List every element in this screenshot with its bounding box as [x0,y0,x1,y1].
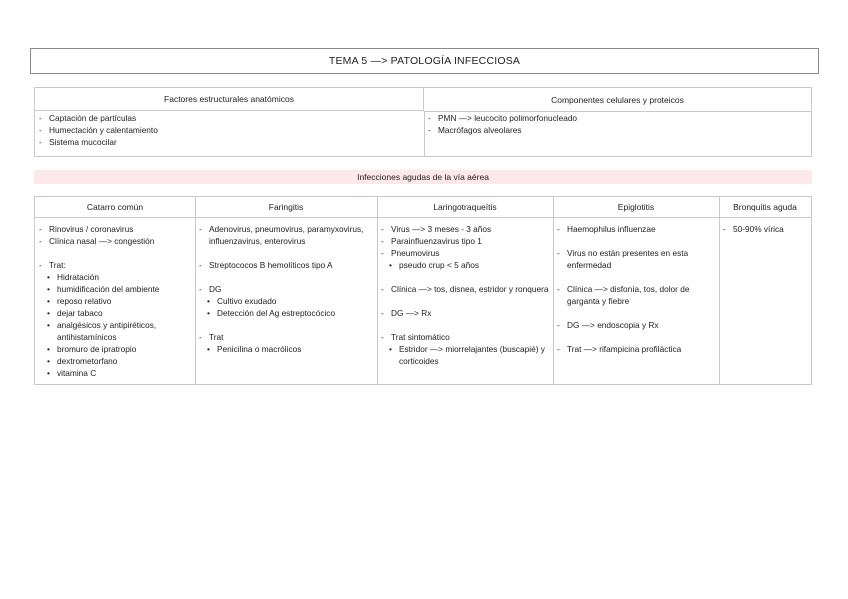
structural-factors-header: Factores estructurales anatómicos [35,88,424,111]
cell-catarro [39,223,193,379]
list-item: - Trat —> rifampicina profiláctica [557,343,715,355]
cell-faringitis [199,223,373,355]
list-item: - Captación de partículas [39,112,419,124]
list-item: - Clínica nasal —> congestión [39,235,193,247]
bullet-item: • vitamina C [39,367,193,379]
list-item: - 50-90% vírica [723,223,809,235]
cell-epiglotitis [557,223,715,355]
bullet-item: • dejar tabaco [39,307,193,319]
bullet-item: • Detección del Ag estreptocócico [199,307,373,319]
cellular-components-header: Componentes celulares y proteicos [424,88,811,112]
list-item: - Pneumovirus [381,247,549,259]
structural-factors-list [39,112,419,148]
page-title-text: TEMA 5 —> PATOLOGÍA INFECCIOSA [328,55,521,67]
list-item: - Macrófagos alveolares [428,124,808,136]
list-item: - Virus no están presentes en esta enfermedad [557,247,715,271]
column-divider [424,111,425,156]
bullet-item: • reposo relativo [39,295,193,307]
treatment-label: - Trat [199,331,373,343]
bullet-item: • humidificación del ambiente [39,283,193,295]
cell-bronquitis [723,223,809,235]
list-item: - DG —> endoscopia y Rx [557,319,715,331]
bullet-item: • Hidratación [39,271,193,283]
column-divider [553,197,554,384]
section-band-title: Infecciones agudas de la vía aérea [357,172,489,182]
header-faringitis: Faringitis [195,197,377,218]
section-band [34,170,812,184]
cellular-components-list [428,112,808,136]
page-title [30,48,819,74]
header-bronquitis: Bronquitis aguda [719,197,811,218]
factors-table [34,87,812,157]
header-epiglotitis: Epiglotitis [553,197,719,218]
list-item: - Sistema mucocilar [39,136,419,148]
list-item: - PMN —> leucocito polimorfonucleado [428,112,808,124]
list-item: - Clínica —> disfonía, tos, dolor de garganta y fiebre [557,283,715,307]
bullet-item: • pseudo crup < 5 años [381,259,549,271]
list-item: - Clínica —> tos, disnea, estridor y ronquera [381,283,549,295]
bullet-item: • bromuro de ipratropio [39,343,193,355]
diagnosis-label: - DG [199,283,373,295]
bullet-item: • analgésicos y antipiréticos, antihistamínicos [39,319,193,343]
list-item: - DG —> Rx [381,307,549,319]
list-item: - Adenovirus, pneumovirus, paramyxovirus, influenzavirus, enterovirus [199,223,373,247]
column-divider [719,197,720,384]
infections-table [34,196,812,385]
list-item: - Parainfluenzavirus tipo 1 [381,235,549,247]
bullet-item: • Cultivo exudado [199,295,373,307]
treatment-label: - Trat sintomático [381,331,549,343]
bullet-item: • Penicilina o macrólicos [199,343,373,355]
column-divider [377,197,378,384]
list-item: - Rinovirus / coronavirus [39,223,193,235]
header-catarro: Catarro común [35,197,195,218]
bullet-item: • Estridor —> miorrelajantes (buscapié) y corticoides [381,343,549,367]
list-item: - Streptococos B hemolíticos tipo A [199,259,373,271]
bullet-item: • dextrometorfano [39,355,193,367]
list-item: - Virus —> 3 meses - 3 años [381,223,549,235]
cell-laringotraqueitis [381,223,549,367]
list-item: - Humectación y calentamiento [39,124,419,136]
list-item: - Haemophilus influenzae [557,223,715,235]
treatment-label: - Trat: [39,259,193,271]
column-divider [195,197,196,384]
header-laringotraqueitis: Laringotraqueítis [377,197,553,218]
